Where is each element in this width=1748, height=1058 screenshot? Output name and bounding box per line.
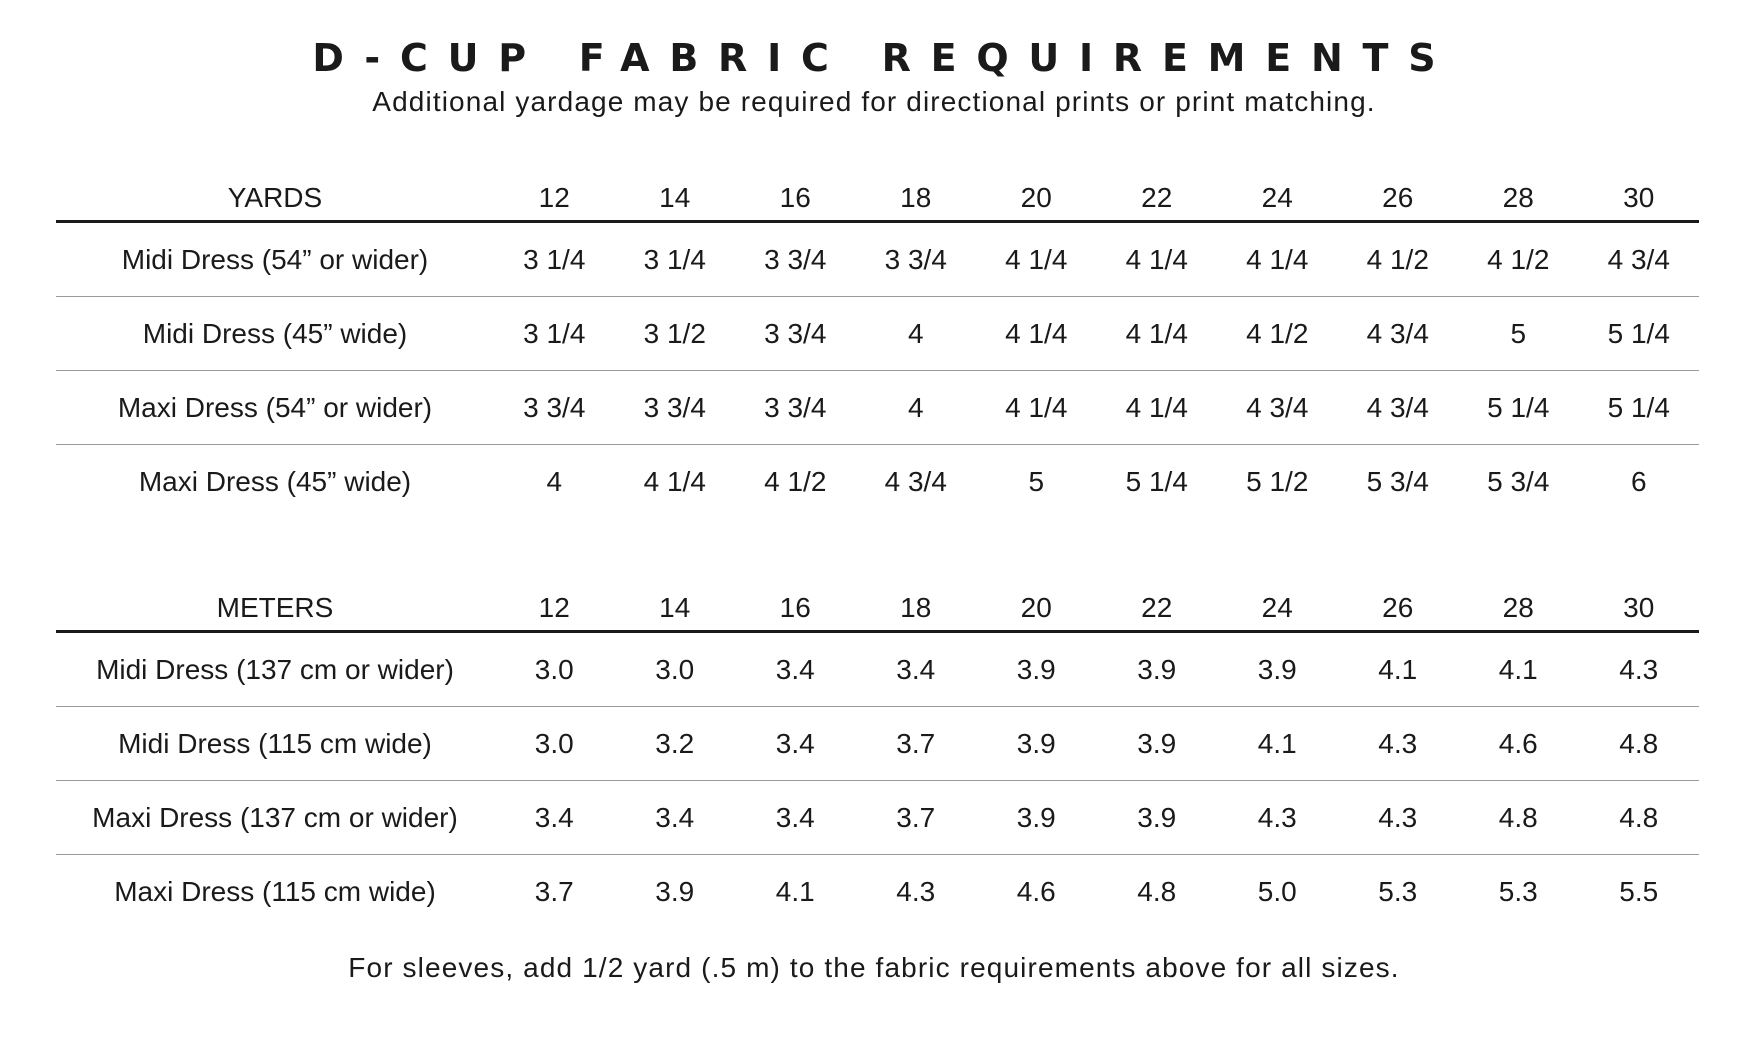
- table-cell: 3 1/4: [523, 243, 586, 275]
- table-cell: 4.1: [1378, 653, 1418, 685]
- table-cell: 4.1: [1498, 653, 1538, 685]
- table-cell: 4 1/2: [1246, 317, 1309, 349]
- table-cell: 3.9: [1137, 801, 1177, 833]
- size-header: 30: [1623, 182, 1655, 213]
- table-row: [56, 781, 1699, 855]
- table-cell: 4.3: [1619, 653, 1659, 685]
- table-cell: 5 1/4: [1607, 317, 1670, 349]
- size-header: 14: [659, 592, 691, 623]
- row-label: Maxi Dress (137 cm or wider): [92, 801, 458, 833]
- row-label: Maxi Dress (115 cm wide): [114, 875, 436, 907]
- table-cell: 4.1: [1257, 727, 1297, 759]
- table-cell: 5 1/4: [1125, 465, 1188, 497]
- table-cell: 4 3/4: [1246, 391, 1309, 423]
- size-header: 18: [900, 182, 932, 213]
- size-header: 28: [1502, 182, 1534, 213]
- size-header: 24: [1261, 592, 1293, 623]
- table-cell: 4 1/2: [764, 465, 827, 497]
- table-header-row: [56, 586, 1699, 633]
- size-header: 16: [779, 182, 811, 213]
- table-cell: 4.3: [1378, 801, 1418, 833]
- table-cell: 5 1/4: [1607, 391, 1670, 423]
- size-header: 18: [900, 592, 932, 623]
- table-cell: 4 1/2: [1366, 243, 1429, 275]
- table-cell: 3.9: [1137, 653, 1177, 685]
- size-header: 16: [779, 592, 811, 623]
- size-header: 24: [1261, 182, 1293, 213]
- table-cell: 4.8: [1619, 801, 1659, 833]
- subtitle: Additional yardage may be required for directional prints or print matching.: [372, 86, 1376, 117]
- table-cell: 3 3/4: [764, 243, 827, 275]
- table-cell: 3 1/2: [643, 317, 706, 349]
- table-cell: 4 3/4: [1607, 243, 1670, 275]
- row-label: Midi Dress (45” wide): [142, 317, 408, 349]
- size-header: 22: [1141, 182, 1173, 213]
- table-cell: 4 1/4: [1005, 317, 1068, 349]
- table-cell: 3.0: [534, 727, 574, 759]
- table-cell: 4 1/4: [1125, 243, 1188, 275]
- page-title: D-CUP FABRIC REQUIREMENTS: [312, 36, 1456, 80]
- table-cell: 4.6: [1016, 875, 1056, 907]
- footer-text-after: yard (.5 m) to the fabric requirements above for all sizes.: [624, 952, 1400, 983]
- table-cell: 3 3/4: [764, 317, 827, 349]
- unit-header: YARDS: [227, 182, 323, 213]
- table-cell: 3 3/4: [884, 243, 947, 275]
- table-row: [56, 707, 1699, 781]
- row-label: Maxi Dress (54” or wider): [117, 391, 433, 423]
- table-cell: 4 3/4: [1366, 391, 1429, 423]
- table-cell: 4.6: [1498, 727, 1538, 759]
- size-header: 26: [1382, 592, 1414, 623]
- row-label: Midi Dress (115 cm wide): [118, 727, 432, 759]
- table-cell: 5.5: [1619, 875, 1659, 907]
- table-cell: 4.3: [1378, 727, 1418, 759]
- table-row: [56, 297, 1699, 371]
- table-cell: 3.9: [1137, 727, 1177, 759]
- table-cell: 3.2: [655, 727, 695, 759]
- size-header: 28: [1502, 592, 1534, 623]
- table-cell: 3.9: [1016, 801, 1056, 833]
- table-cell: 3 3/4: [643, 391, 706, 423]
- table-cell: 4 1/4: [1246, 243, 1309, 275]
- table-cell: 4 3/4: [1366, 317, 1429, 349]
- table-header-row: [56, 176, 1699, 223]
- table-cell: 4.8: [1137, 875, 1177, 907]
- table-cell: 6: [1630, 465, 1647, 497]
- table-cell: 4 3/4: [884, 465, 947, 497]
- yards-table: [56, 176, 1699, 518]
- table-cell: 5.0: [1257, 875, 1297, 907]
- table-cell: 5: [1510, 317, 1527, 349]
- table-cell: 3.4: [775, 727, 815, 759]
- table-cell: 4.8: [1619, 727, 1659, 759]
- table-cell: 4 1/4: [1125, 391, 1188, 423]
- table-cell: 5.3: [1378, 875, 1418, 907]
- table-cell: 3.9: [1257, 653, 1297, 685]
- table-cell: 3.7: [896, 801, 936, 833]
- table-cell: 3.0: [655, 653, 695, 685]
- table-cell: 5 3/4: [1487, 465, 1550, 497]
- table-cell: 3 3/4: [764, 391, 827, 423]
- unit-header: METERS: [216, 592, 334, 623]
- meters-table: [56, 586, 1699, 928]
- table-cell: 3.7: [534, 875, 574, 907]
- table-cell: 3.4: [655, 801, 695, 833]
- table-cell: 4: [907, 317, 924, 349]
- table-row: [56, 223, 1699, 297]
- row-label: Midi Dress (137 cm or wider): [96, 653, 454, 685]
- table-cell: 3.4: [896, 653, 936, 685]
- table-cell: 4 1/4: [1005, 391, 1068, 423]
- table-row: [56, 855, 1699, 928]
- table-cell: 3.4: [534, 801, 574, 833]
- table-cell: 5: [1028, 465, 1045, 497]
- table-cell: 3 1/4: [523, 317, 586, 349]
- size-header: 12: [538, 592, 570, 623]
- table-cell: 4.8: [1498, 801, 1538, 833]
- table-cell: 4: [546, 465, 563, 497]
- table-cell: 4 1/4: [1005, 243, 1068, 275]
- size-header: 26: [1382, 182, 1414, 213]
- footer-text-before: For sleeves, add: [348, 952, 583, 983]
- table-cell: 3.0: [534, 653, 574, 685]
- table-cell: 4 1/4: [643, 465, 706, 497]
- table-cell: 4.1: [775, 875, 815, 907]
- table-cell: 4: [907, 391, 924, 423]
- table-cell: 3.9: [1016, 653, 1056, 685]
- size-header: 20: [1020, 592, 1052, 623]
- footer-note: [0, 952, 1748, 984]
- table-cell: 5 1/4: [1487, 391, 1550, 423]
- table-cell: 3.4: [775, 801, 815, 833]
- table-row: [56, 633, 1699, 707]
- row-label: Midi Dress (54” or wider): [121, 243, 429, 275]
- table-cell: 3.9: [655, 875, 695, 907]
- table-cell: 4 1/2: [1487, 243, 1550, 275]
- size-header: 14: [659, 182, 691, 213]
- table-cell: 3 3/4: [523, 391, 586, 423]
- size-header: 30: [1623, 592, 1655, 623]
- table-cell: 5.3: [1498, 875, 1538, 907]
- table-cell: 3.4: [775, 653, 815, 685]
- row-label: Maxi Dress (45” wide): [138, 465, 412, 497]
- table-cell: 3.7: [896, 727, 936, 759]
- table-cell: 5 3/4: [1366, 465, 1429, 497]
- table-row: [56, 445, 1699, 518]
- table-cell: 4.3: [896, 875, 936, 907]
- size-header: 20: [1020, 182, 1052, 213]
- table-cell: 4.3: [1257, 801, 1297, 833]
- table-cell: 3.9: [1016, 727, 1056, 759]
- table-cell: 5 1/2: [1246, 465, 1309, 497]
- size-header: 12: [538, 182, 570, 213]
- footer-fraction: 1/2: [582, 952, 625, 983]
- table-row: [56, 371, 1699, 445]
- table-cell: 4 1/4: [1125, 317, 1188, 349]
- table-cell: 3 1/4: [643, 243, 706, 275]
- size-header: 22: [1141, 592, 1173, 623]
